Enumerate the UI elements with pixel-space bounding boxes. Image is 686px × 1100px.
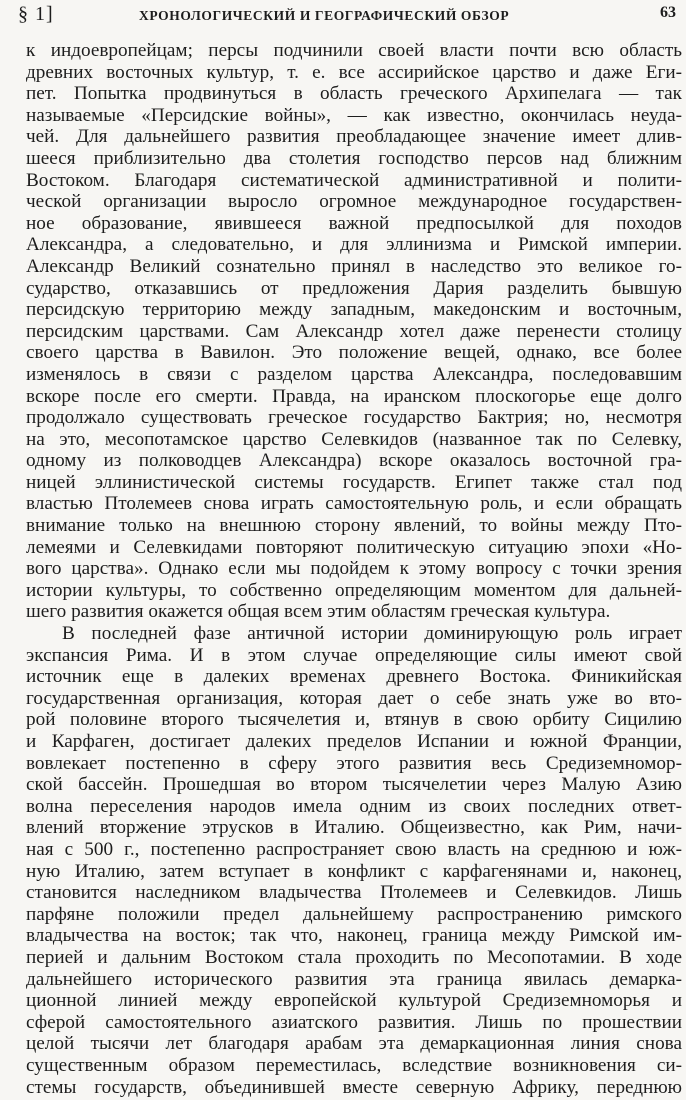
text-line: ческой организации выросло огромное международное государствен- (26, 191, 682, 213)
text-line: существенным образом переместилась, вследствие возникновения си- (26, 1054, 682, 1076)
text-line: персидскую территорию между западным, македонским и восточным, (26, 299, 682, 321)
text-line: называемые «Персидские войны», — как известно, окончилась неуда- (26, 104, 682, 126)
text-line: властью Птолемеев снова играть самостоятельную роль, и если обращать (26, 493, 682, 515)
text-line: вого царства». Однако если мы подойдем к этому вопросу с точки зрения (26, 558, 682, 580)
text-line: ской бассейн. Прошедшая во втором тысячелетии через Малую Азию (26, 774, 682, 796)
text-line: пет. Попытка продвинуться в область греческого Архипелага — так (26, 83, 682, 105)
text-line: древних восточных культур, т. е. все ассирийское царство и даже Еги- (26, 61, 682, 83)
text-line: внимание только на внешнюю сторону явлений, то войны между Пто- (26, 515, 682, 537)
text-line: одному из полководцев Александра) вскоре оказалось восточной гра- (26, 450, 682, 472)
text-line: вовлекает постепенно в сферу этого развития весь Средиземномор- (26, 752, 682, 774)
text-line: своего царства в Вавилон. Это положение вещей, однако, все более (26, 342, 682, 364)
text-line: сударство, отказавшись от предложения Дария разделить бывшую (26, 277, 682, 299)
text-line: ное образование, явившееся важной предпосылкой для походов (26, 212, 682, 234)
text-line: сферой самостоятельного азиатского развития. Лишь по прошествии (26, 1011, 682, 1033)
text-line: Востоком. Благодаря систематической административной и полити- (26, 169, 682, 191)
text-line: чей. Для дальнейшего развития преобладающее значение имеет длив- (26, 126, 682, 148)
paragraph (26, 623, 682, 1098)
text-line: ную Италию, затем вступает в конфликт с карфагенянами и, наконец, (26, 860, 682, 882)
text-line: В последней фазе античной истории доминирующую роль играет (62, 623, 682, 645)
text-line: шего развития окажется общая всем этим областям греческая культура. (26, 601, 611, 623)
text-line: источник еще в далеких временах древнего Востока. Финикийская (26, 666, 682, 688)
text-line: влений вторжение этрусков в Италию. Общеизвестно, как Рим, начи- (26, 817, 682, 839)
text-line: целой тысячи лет благодаря арабам эта демаркационная линия снова (26, 1033, 682, 1055)
text-line: рой половине второго тысячелетия и, втянув в свою орбиту Сицилию (26, 709, 682, 731)
text-line: и Карфаген, достигает далеких пределов Испании и южной Франции, (26, 731, 682, 752)
text-line: вскоре после его смерти. Правда, на иранском плоскогорье еще долго (26, 385, 682, 407)
text-line: лемеями и Селевкидами повторяют политическую ситуацию эпохи «Но- (26, 536, 682, 558)
book-page (18, 0, 682, 1100)
text-line: шееся приблизительно два столетия господство персов над ближним (26, 147, 682, 169)
paragraph (26, 40, 682, 623)
text-line: дальнейшего исторического развития эта граница явилась демарка- (26, 968, 682, 990)
text-line: перией и дальним Востоком стала проходить по Месопотамии. В ходе (26, 946, 682, 968)
text-line: государственная организация, которая дает о себе знать уже во вто- (26, 687, 682, 709)
text-line: ционной линией между европейской культурой Средиземноморья и (26, 990, 682, 1012)
section-marker: § 1] (18, 3, 54, 25)
text-line: продолжало существовать греческое государство Бактрия; но, несмотря (26, 407, 682, 429)
running-title: ХРОНОЛОГИЧЕСКИЙ И ГЕОГРАФИЧЕСКИЙ ОБЗОР (139, 8, 510, 23)
text-line: истории культуры, то собственно определяющим моментом для дальней- (26, 579, 682, 601)
text-line: экспансия Рима. И в этом случае определяющие силы имеют свой (26, 644, 682, 666)
text-line: ная с 500 г., постепенно распространяет свою власть на среднюю и юж- (26, 838, 682, 860)
text-line: волна переселения народов имела одним из своих последних ответ- (26, 795, 682, 817)
text-line: парфяне положили предел дальнейшему распространению римского (26, 903, 682, 925)
text-line: Александр Великий сознательно принял в наследство это великое го- (26, 255, 682, 277)
text-line: Александра, а следовательно, и для эллинизма и Римской империи. (26, 234, 682, 256)
page-header (18, 0, 682, 34)
text-line: персидским царствами. Сам Александр хотел даже перенести столицу (26, 320, 682, 342)
text-line: к индоевропейцам; персы подчинили своей власти почти всю область (26, 40, 682, 61)
text-line: становится наследником владычества Птолемеев и Селевкидов. Лишь (26, 882, 682, 904)
text-line: на это, месопотамское царство Селевкидов (названное так по Селевку, (26, 428, 682, 450)
text-line: стемы государств, объединившей вместе северную Африку, переднюю (26, 1076, 682, 1098)
text-line: владычества на восток; так что, наконец, граница между Римской им- (26, 925, 682, 947)
page-number: 63 (660, 4, 676, 21)
text-line: изменялось в связи с разделом царства Александра, последовавшим (26, 363, 682, 385)
body-text (26, 40, 682, 1098)
text-line: ницей эллинистической системы государств. Египет также стал под (26, 471, 682, 493)
